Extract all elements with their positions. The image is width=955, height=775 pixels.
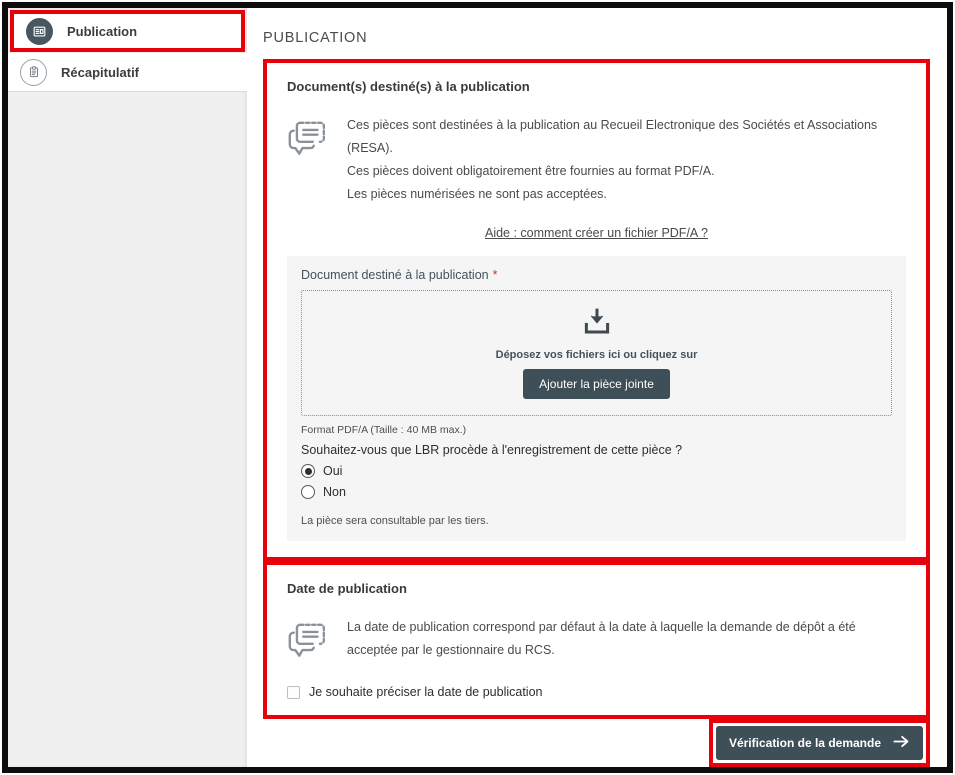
- verify-request-button[interactable]: [716, 726, 923, 760]
- upload-field-label: [301, 268, 892, 282]
- chat-bubbles-icon: [287, 620, 329, 663]
- documents-section: [267, 63, 926, 557]
- sidebar: [8, 8, 247, 767]
- sidebar-item-label: Récapitulatif: [61, 64, 140, 80]
- add-attachment-button[interactable]: Ajouter la pièce jointe: [523, 369, 670, 399]
- sidebar-item-publication[interactable]: [14, 14, 241, 48]
- radio-option-non[interactable]: [301, 485, 892, 499]
- dropzone-text: Déposez vos fichiers ici ou cliquez sur: [495, 348, 698, 361]
- documents-info-row: [287, 114, 906, 206]
- chat-bubbles-icon: [287, 118, 329, 161]
- main-content: [247, 8, 947, 767]
- annotation-box-publication: [10, 10, 245, 52]
- documents-section-title: Document(s) destiné(s) à la publication: [287, 79, 530, 94]
- radio-option-oui[interactable]: [301, 464, 892, 478]
- download-icon: [582, 308, 612, 341]
- date-section-title: Date de publication: [287, 581, 407, 596]
- date-section: [267, 565, 926, 715]
- info-line: Ces pièces doivent obligatoirement être fournies au format PDF/A.: [347, 164, 715, 178]
- info-line: Ces pièces sont destinées à la publication au Recueil Electronique des Sociétés et Associations (RESA).: [347, 118, 878, 155]
- verify-button-label: Vérification de la demande: [728, 736, 881, 750]
- documents-info-text: [347, 114, 906, 206]
- specify-date-checkbox[interactable]: [287, 686, 300, 699]
- help-link-wrap: [287, 224, 906, 242]
- radio-button-non[interactable]: [301, 485, 315, 499]
- radio-button-oui[interactable]: [301, 464, 315, 478]
- sidebar-item-label: Publication: [67, 23, 138, 39]
- footer-actions: [263, 719, 930, 767]
- radio-label: Oui: [323, 464, 343, 478]
- required-asterisk: *: [492, 268, 498, 282]
- registration-question: Souhaitez-vous que LBR procède à l'enregistrement de cette pièce ?: [301, 443, 683, 457]
- third-party-note: La pièce sera consultable par les tiers.: [301, 515, 489, 527]
- specify-date-checkbox-row[interactable]: [287, 685, 906, 699]
- annotation-box-verify-button: [709, 719, 930, 767]
- info-line: Les pièces numérisées ne sont pas acceptées.: [347, 187, 607, 201]
- annotation-box-date-section: [263, 561, 930, 719]
- radio-label: Non: [323, 485, 346, 499]
- upload-label-text: Document destiné à la publication: [301, 268, 489, 282]
- arrow-right-icon: [893, 735, 910, 751]
- file-dropzone[interactable]: [301, 290, 892, 416]
- app-window: [2, 2, 953, 773]
- pdfa-help-link[interactable]: Aide : comment créer un fichier PDF/A ?: [484, 226, 708, 240]
- sidebar-item-recapitulatif[interactable]: [8, 52, 247, 92]
- specify-date-label: Je souhaite préciser la date de publication: [309, 685, 543, 699]
- upload-panel: [287, 256, 906, 541]
- date-info-row: [287, 616, 906, 663]
- clipboard-icon: [20, 59, 47, 86]
- annotation-box-documents-section: [263, 59, 930, 561]
- format-note: Format PDF/A (Taille : 40 MB max.): [301, 424, 467, 436]
- date-info-text: La date de publication correspond par défaut à la date à laquelle la demande de dépôt a été acceptée par le gestionnaire du RCS.: [347, 620, 856, 657]
- page-title: PUBLICATION: [263, 30, 368, 46]
- newspaper-icon: [26, 18, 53, 45]
